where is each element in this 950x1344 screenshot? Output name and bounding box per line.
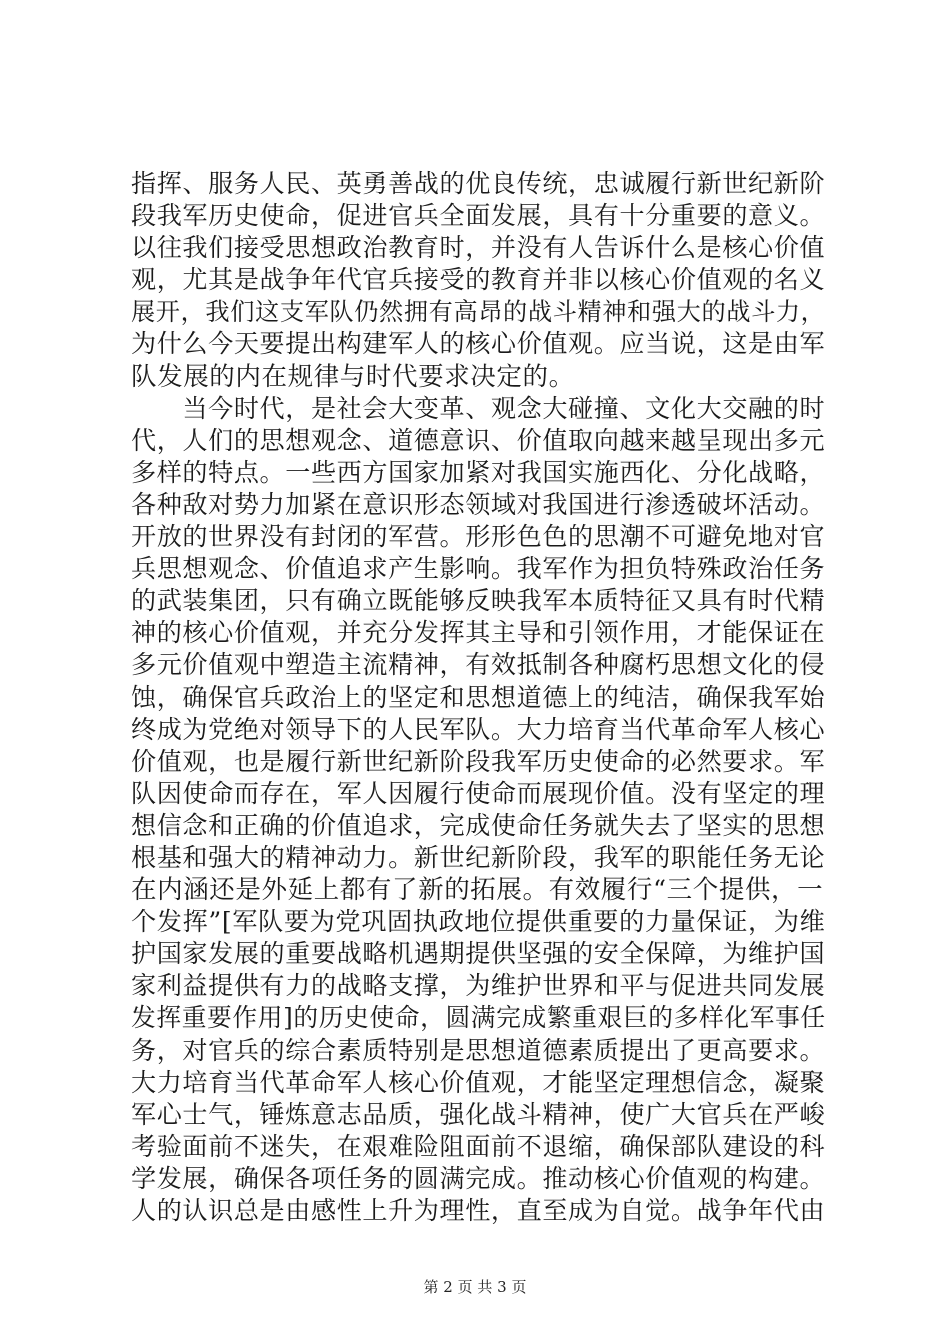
text-line: 军心士气，锤炼意志品质，强化战斗精神，使广大官兵在严峻 (131, 1099, 826, 1129)
text-line: 家利益提供有力的战略支撑，为维护世界和平与促进共同发展 (131, 971, 826, 1001)
text-line: 兵思想观念、价值追求产生影响。我军作为担负特殊政治任务 (131, 554, 826, 584)
text-line: 大力培育当代革命军人核心价值观，才能坚定理想信念，凝聚 (131, 1067, 826, 1097)
text-line: 以往我们接受思想政治教育时，并没有人告诉什么是核心价值 (131, 233, 826, 263)
document-body (131, 168, 831, 1227)
text-line: 代，人们的思想观念、道德意识、价值取向越来越呈现出多元 (131, 425, 826, 455)
text-line: 价值观，也是履行新世纪新阶段我军历史使命的必然要求。军 (131, 746, 826, 776)
text-line: 学发展，确保各项任务的圆满完成。推动核心价值观的构建。 (131, 1163, 826, 1193)
text-line: 段我军历史使命，促进官兵全面发展，具有十分重要的意义。 (131, 201, 826, 231)
text-line: 发挥重要作用]的历史使命，圆满完成繁重艰巨的多样化军事任 (131, 1003, 826, 1033)
text-line: 终成为党绝对领导下的人民军队。大力培育当代革命军人核心 (131, 714, 826, 744)
text-line: 考验面前不迷失，在艰难险阻面前不退缩，确保部队建设的科 (131, 1131, 826, 1161)
text-line: 当今时代，是社会大变革、观念大碰撞、文化大交融的时 (131, 393, 826, 423)
text-line: 各种敌对势力加紧在意识形态领域对我国进行渗透破坏活动。 (131, 489, 826, 519)
text-line: 个发挥”[军队要为党巩固执政地位提供重要的力量保证，为维 (131, 907, 826, 937)
text-line: 队因使命而存在，军人因履行使命而展现价值。没有坚定的理 (131, 778, 826, 808)
text-line: 人的认识总是由感性上升为理性，直至成为自觉。战争年代由 (131, 1196, 826, 1225)
text-line: 务，对官兵的综合素质特别是思想道德素质提出了更高要求。 (131, 1035, 826, 1065)
text-line: 开放的世界没有封闭的军营。形形色色的思潮不可避免地对官 (131, 522, 826, 552)
text-line: 指挥、服务人民、英勇善战的优良传统，忠诚履行新世纪新阶 (131, 169, 826, 198)
text-line: 为什么今天要提出构建军人的核心价值观。应当说，这是由军 (131, 329, 826, 359)
text-line: 蚀，确保官兵政治上的坚定和思想道德上的纯洁，确保我军始 (131, 682, 826, 712)
text-line: 想信念和正确的价值追求，完成使命任务就失去了坚实的思想 (131, 810, 826, 840)
text-line: 队发展的内在规律与时代要求决定的。 (131, 361, 575, 392)
text-line: 护国家发展的重要战略机遇期提供坚强的安全保障，为维护国 (131, 939, 826, 969)
text-line: 在内涵还是外延上都有了新的拓展。有效履行“三个提供，一 (131, 875, 824, 906)
text-line: 多元价值观中塑造主流精神，有效抵制各种腐朽思想文化的侵 (131, 650, 826, 680)
text-line: 展开，我们这支军队仍然拥有高昂的战斗精神和强大的战斗力， (131, 298, 826, 327)
text-line: 神的核心价值观，并充分发挥其主导和引领作用，才能保证在 (131, 618, 826, 648)
text-line: 根基和强大的精神动力。新世纪新阶段，我军的职能任务无论 (131, 842, 826, 872)
text-line: 观，尤其是战争年代官兵接受的教育并非以核心价值观的名义 (131, 265, 826, 295)
page-footer: 第 2 页 共 3 页 (423, 1278, 527, 1296)
text-line: 的武装集团，只有确立既能够反映我军本质特征又具有时代精 (131, 586, 826, 616)
text-line: 多样的特点。一些西方国家加紧对我国实施西化、分化战略， (131, 457, 826, 487)
